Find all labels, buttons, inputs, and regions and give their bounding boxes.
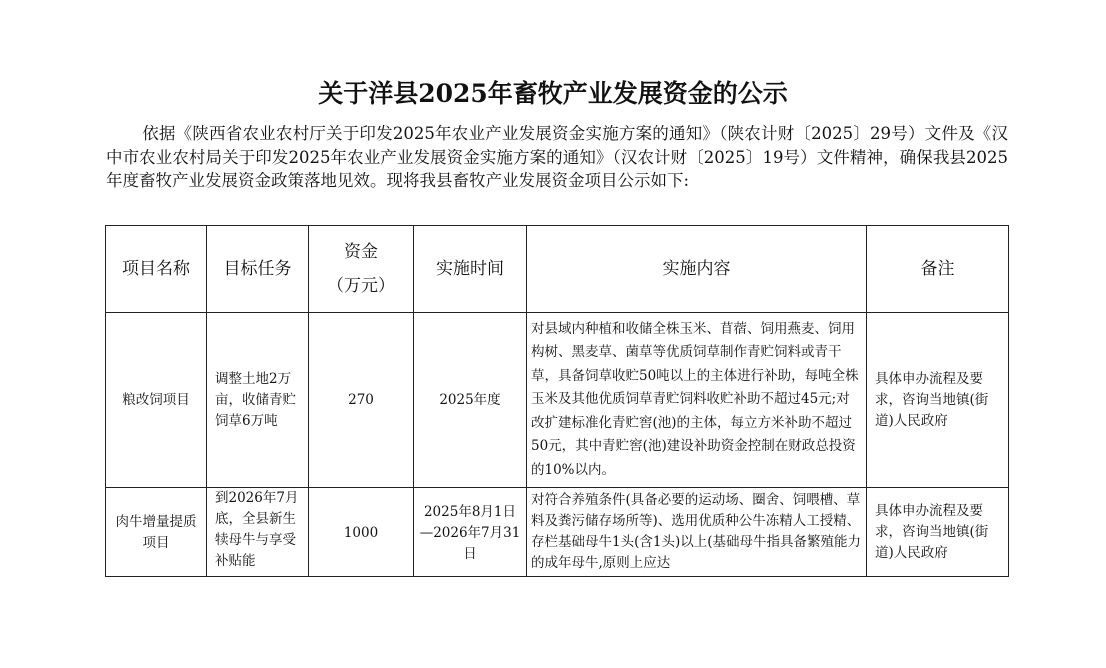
header-time: 实施时间 [414,226,527,313]
cell-funds: 1000 [309,488,414,577]
page-title: 关于洋县2025年畜牧产业发展资金的公示 [318,79,788,108]
header-funds-line1: 资金 [344,242,378,262]
cell-project: 肉牛增量提质项目 [106,488,207,577]
cell-content: 对县域内种植和收储全株玉米、苜蓿、饲用燕麦、饲用构树、黑麦草、菌草等优质饲草制作青贮饲料或青干草，具备饲草收贮50吨以上的主体进行补助，每吨全株玉米及其他优质饲草青贮饲料收贮补助不超过45元;对改扩建标准化青贮窖(池)的主体，每立方米补助不超过50元，其中青贮窖(池)建设补助资金控制在财政总投资的10%以内。 [527,313,867,488]
header-content: 实施内容 [527,226,867,313]
table-row [106,313,1009,488]
cell-content: 对符合养殖条件(具备必要的运动场、圈舍、饲喂槽、草料及粪污储存场所等)、选用优质种公牛冻精人工授精、存栏基础母牛1头(含1头)以上(基础母牛指具备繁殖能力的成年母牛,原则上应达 [527,488,867,577]
header-funds-line2: （万元） [327,276,395,296]
table-header-row [106,226,1009,313]
cell-time: 2025年8月1日—2026年7月31日 [414,488,527,577]
cell-target: 到2026年7月底，全县新生犊母牛与享受补贴能 [207,488,309,577]
cell-remark: 具体申办流程及要求，咨询当地镇(街道)人民政府 [867,313,1009,488]
cell-project: 粮改饲项目 [106,313,207,488]
header-funds [309,226,414,313]
cell-target: 调整土地2万亩，收储青贮饲草6万吨 [207,313,309,488]
cell-remark: 具体申办流程及要求，咨询当地镇(街道)人民政府 [867,488,1009,577]
table-row [106,488,1009,577]
header-remark: 备注 [867,226,1009,313]
cell-funds: 270 [309,313,414,488]
cell-time: 2025年度 [414,313,527,488]
funding-table [105,225,1009,577]
intro-paragraph [106,122,1008,193]
header-target: 目标任务 [207,226,309,313]
intro-text: 依据《陕西省农业农村厅关于印发2025年农业产业发展资金实施方案的通知》（陕农计财〔2025〕29号）文件及《汉中市农业农村局关于印发2025年农业产业发展资金实施方案的通知》（汉农计财〔2025〕19号）文件精神，确保我县2025年度畜牧产业发展资金政策落地见效。现将我县畜牧产业发展资金项目公示如下: [106,124,1008,190]
header-project-name: 项目名称 [106,226,207,313]
